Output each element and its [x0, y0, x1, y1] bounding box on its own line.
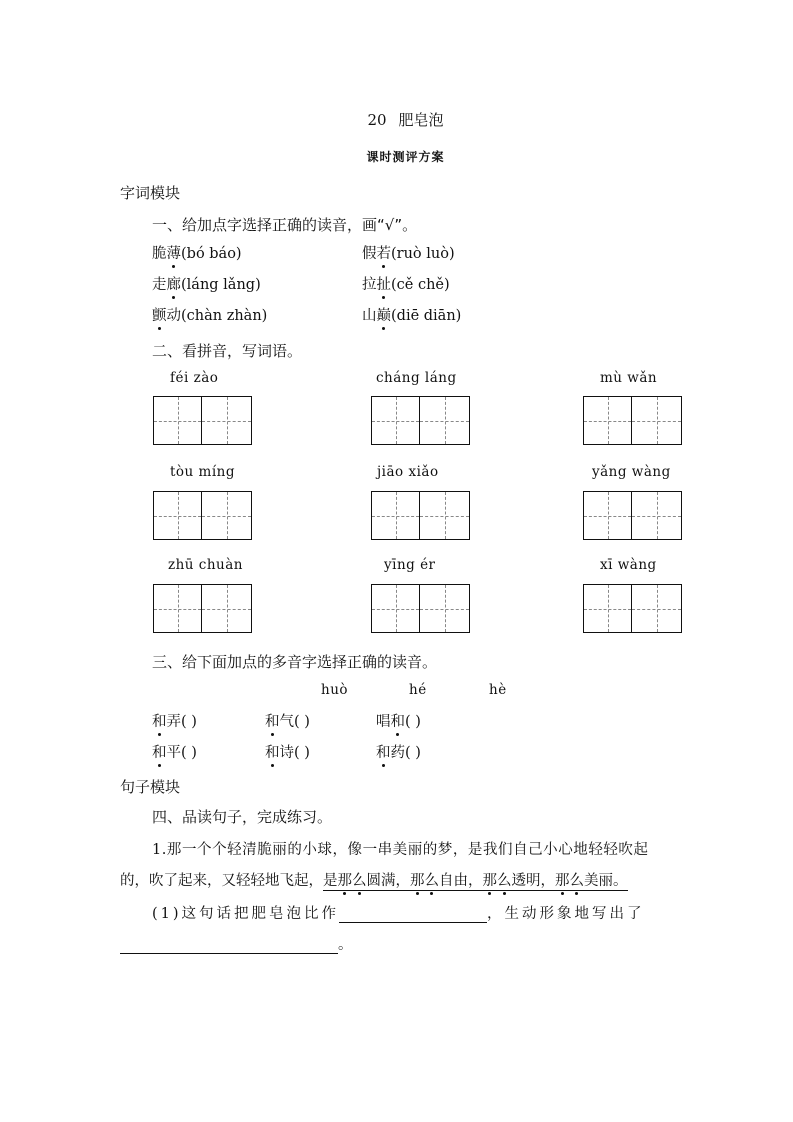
q1-item-4: 拉扯(cě chě): [362, 273, 450, 294]
grid-cell[interactable]: [371, 491, 420, 540]
grid-cell[interactable]: [202, 396, 252, 445]
q1-item-6: 山巅(diē diān): [362, 304, 461, 325]
grid-cell[interactable]: [583, 396, 632, 445]
section-sentences: 句子模块: [120, 778, 181, 796]
grid-cell[interactable]: [371, 584, 420, 633]
reading-option: huò: [321, 682, 349, 698]
q3-item-6: 和药( ): [376, 741, 421, 762]
q1-item-3: 走廊(láng lǎng): [152, 273, 261, 294]
pinyin-label: cháng láng: [376, 370, 457, 386]
writing-grid[interactable]: [153, 396, 252, 445]
grid-cell[interactable]: [371, 396, 420, 445]
grid-cell[interactable]: [420, 491, 470, 540]
dotted-char: 和: [152, 741, 167, 762]
q1-prompt: 一、给加点字选择正确的读音，画“√”。: [152, 216, 418, 234]
writing-grid[interactable]: [153, 491, 252, 540]
answer-blank[interactable]: [339, 906, 487, 923]
dotted-char: 巅: [377, 304, 392, 325]
grid-cell[interactable]: [632, 491, 682, 540]
dotted-char: 和: [376, 741, 391, 762]
pinyin-label: tòu míng: [170, 464, 235, 480]
q1-item-5: 颤动(chàn zhàn): [152, 304, 267, 325]
dotted-char: 若: [377, 242, 392, 263]
q3-item-5: 和诗( ): [265, 741, 310, 762]
pinyin-label: mù wǎn: [600, 370, 658, 386]
q2-prompt: 二、看拼音，写词语。: [152, 342, 303, 360]
dotted-char: 廊: [167, 273, 182, 294]
pinyin-label: féi zào: [170, 370, 219, 386]
pinyin-label: yīng ér: [384, 557, 436, 573]
pinyin-label: zhū chuàn: [168, 557, 243, 573]
underlined-sentence: 是那么圆满，那么自由，那么透明，那么美丽。: [323, 873, 628, 891]
passage-line-1: 1.那一个个轻清脆丽的小球，像一串美丽的梦，是我们自己小心地轻轻吹起: [152, 842, 649, 858]
writing-grid[interactable]: [583, 491, 682, 540]
grid-cell[interactable]: [153, 584, 202, 633]
pinyin-label: xī wàng: [600, 557, 657, 573]
grid-cell[interactable]: [632, 584, 682, 633]
q4-prompt: 四、品读句子，完成练习。: [152, 808, 333, 826]
grid-cell[interactable]: [153, 396, 202, 445]
grid-cell[interactable]: [632, 396, 682, 445]
dotted-char: 和: [265, 710, 280, 731]
writing-grid[interactable]: [583, 396, 682, 445]
dotted-char: 和: [391, 710, 406, 731]
q1-item-1: 脆薄(bó báo): [152, 242, 242, 263]
page-subtitle: 课时测评方案: [366, 150, 445, 164]
q3-item-1: 和弄( ): [152, 710, 197, 731]
dotted-char: 和: [265, 741, 280, 762]
grid-cell[interactable]: [420, 396, 470, 445]
writing-grid[interactable]: [583, 584, 682, 633]
grid-cell[interactable]: [153, 491, 202, 540]
passage-line-2: 的，吹了起来，又轻轻地飞起，是那么圆满，那么自由，那么透明，那么美丽。: [120, 869, 628, 890]
reading-option: hé: [409, 682, 427, 698]
q1-item-2: 假若(ruò luò): [362, 242, 455, 263]
page-title: [0, 109, 793, 130]
writing-grid[interactable]: [371, 491, 470, 540]
lesson-title: 肥皂泡: [398, 111, 444, 129]
answer-blank[interactable]: [120, 937, 338, 954]
writing-grid[interactable]: [371, 396, 470, 445]
dotted-char: 和: [152, 710, 167, 731]
pinyin-label: jiāo xiǎo: [377, 464, 439, 480]
dotted-char: 颤: [152, 304, 167, 325]
lesson-number: 20: [367, 111, 387, 129]
subquestion-1-cont: 。: [120, 933, 353, 954]
section-words: 字词模块: [120, 184, 181, 202]
writing-grid[interactable]: [153, 584, 252, 633]
reading-option: hè: [489, 682, 507, 698]
grid-cell[interactable]: [420, 584, 470, 633]
pinyin-label: yǎng wàng: [592, 464, 671, 480]
q3-item-4: 和平( ): [152, 741, 197, 762]
grid-cell[interactable]: [583, 584, 632, 633]
subquestion-1: (1)这句话把肥皂泡比作 ，生动形象地写出了: [152, 906, 645, 922]
grid-cell[interactable]: [202, 491, 252, 540]
writing-grid[interactable]: [371, 584, 470, 633]
q3-item-2: 和气( ): [265, 710, 310, 731]
q3-prompt: 三、给下面加点的多音字选择正确的读音。: [152, 653, 438, 671]
q3-item-3: 唱和( ): [376, 710, 421, 731]
grid-cell[interactable]: [202, 584, 252, 633]
grid-cell[interactable]: [583, 491, 632, 540]
dotted-char: 薄: [167, 242, 182, 263]
dotted-char: 扯: [377, 273, 392, 294]
